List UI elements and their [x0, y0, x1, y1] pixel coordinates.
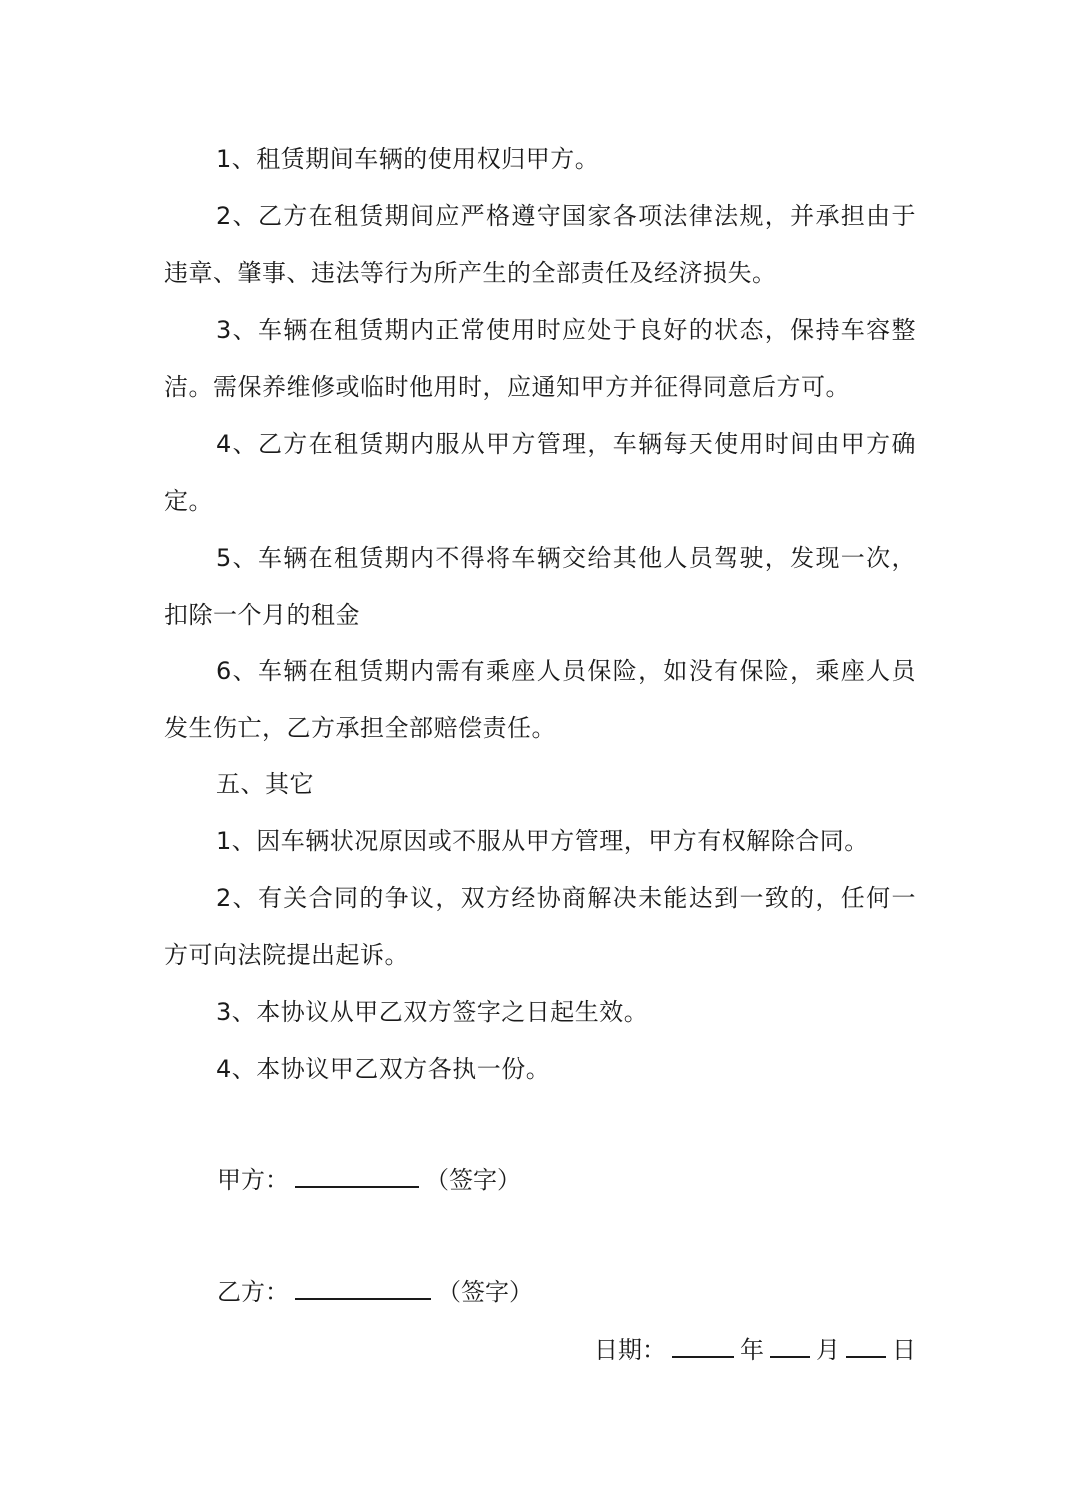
clause-4: 4、乙方在租赁期内服从甲方管理，车辆每天使用时间由甲方确定。 [164, 430, 916, 515]
year-blank[interactable] [672, 1330, 734, 1358]
section-5-item-3: 3、本协议从甲乙双方签字之日起生效。 [216, 998, 649, 1026]
section-5-heading: 五、其它 [216, 770, 314, 798]
party-b-note: （签字） [437, 1278, 533, 1306]
section-5-item-1: 1、因车辆状况原因或不服从甲方管理，甲方有权解除合同。 [216, 827, 869, 855]
party-b-signature-blank[interactable] [295, 1272, 431, 1300]
clause-1: 1、租赁期间车辆的使用权归甲方。 [216, 145, 600, 173]
party-b-signature [217, 1272, 533, 1312]
clause-5: 5、车辆在租赁期内不得将车辆交给其他人员驾驶，发现一次，扣除一个月的租金 [164, 544, 916, 629]
date-line [594, 1330, 916, 1370]
party-a-label: 甲方： [217, 1166, 289, 1194]
clause-6: 6、车辆在租赁期内需有乘座人员保险，如没有保险，乘座人员发生伤亡，乙方承担全部赔偿责任。 [164, 657, 916, 742]
section-5-item-2: 2、有关合同的争议，双方经协商解决未能达到一致的，任何一方可向法院提出起诉。 [164, 884, 916, 969]
party-a-signature [217, 1160, 521, 1200]
section-5-item-4: 4、本协议甲乙双方各执一份。 [216, 1055, 551, 1083]
party-b-label: 乙方： [217, 1278, 289, 1306]
party-a-note: （签字） [425, 1166, 521, 1194]
party-a-signature-blank[interactable] [295, 1160, 419, 1188]
year-label: 年 [740, 1336, 764, 1364]
clause-3: 3、车辆在租赁期内正常使用时应处于良好的状态，保持车容整洁。需保养维修或临时他用时，应通知甲方并征得同意后方可。 [164, 316, 916, 401]
day-label: 日 [892, 1336, 916, 1364]
day-blank[interactable] [846, 1330, 886, 1358]
date-label: 日期： [594, 1336, 666, 1364]
month-label: 月 [816, 1336, 840, 1364]
month-blank[interactable] [770, 1330, 810, 1358]
clause-2: 2、乙方在租赁期间应严格遵守国家各项法律法规，并承担由于违章、肇事、违法等行为所产生的全部责任及经济损失。 [164, 202, 916, 287]
